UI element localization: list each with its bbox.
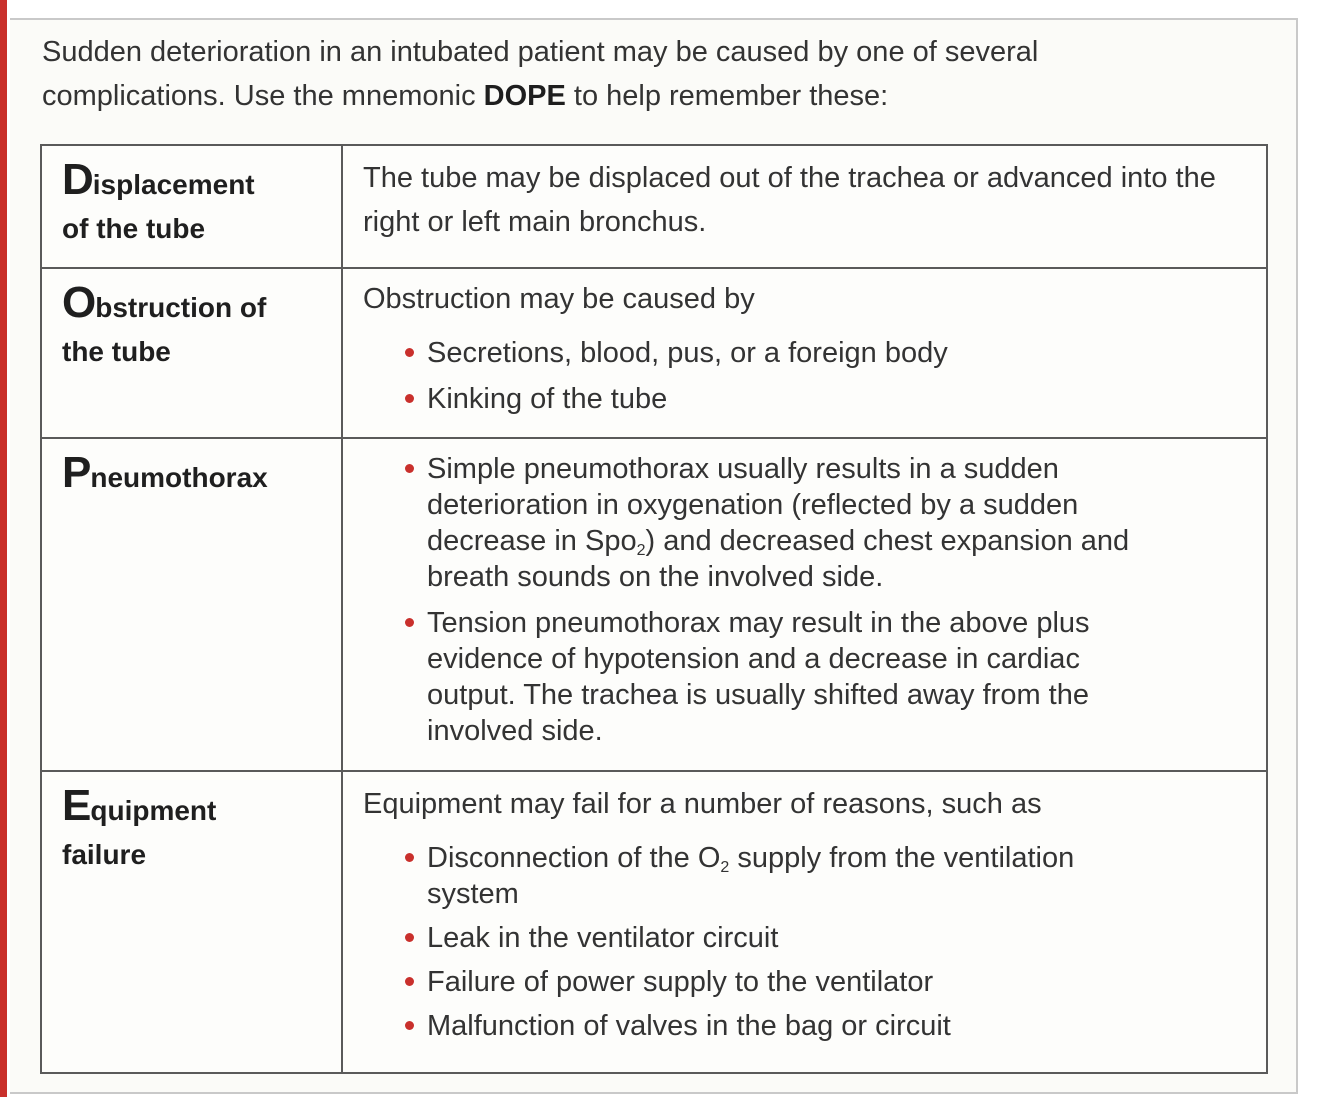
subscript: 2 (636, 542, 646, 559)
lead-text: Obstruction may be caused by (363, 283, 755, 315)
dope-table (40, 144, 1268, 1074)
list-item: Secretions, blood, pus, or a foreign body (405, 335, 1246, 371)
bullet-list (363, 335, 1246, 417)
description-text: The tube may be displaced out of the trachea or advanced into the right or left main bronchus. (363, 162, 1216, 238)
desc-cell-pneumothorax (342, 438, 1267, 771)
bullet-text-before: Simple pneumothorax usually results in a sudden deterioration in oxygenation (reflected by a sudden decrease in Spo (427, 453, 1079, 557)
intro-line1: Sudden deterioration in an intubated patient may be caused by one of several (42, 36, 1039, 68)
term-rest: isplacement (92, 169, 255, 200)
bullet-text-after: supply from the ventilation system (427, 842, 1075, 910)
desc-cell-equipment (342, 771, 1267, 1073)
mnemonic-word: DOPE (483, 80, 566, 112)
table-row-equipment (41, 771, 1267, 1073)
term-line2: failure (62, 839, 147, 870)
bullet-list (363, 451, 1246, 749)
term-cell-obstruction (41, 268, 342, 438)
table-row-pneumothorax (41, 438, 1267, 771)
lead-text: Equipment may fail for a number of reasons, such as (363, 788, 1042, 820)
table-row-displacement (41, 145, 1267, 268)
list-item (405, 840, 1166, 912)
table-row-obstruction (41, 268, 1267, 438)
term-cell-displacement (41, 145, 342, 268)
list-item: Malfunction of valves in the bag or circuit (405, 1008, 1166, 1044)
term-line2: of the tube (62, 213, 206, 244)
list-item: Leak in the ventilator circuit (405, 920, 1166, 956)
intro-line2-start: complications. Use the mnemonic (42, 80, 484, 112)
list-item: Kinking of the tube (405, 381, 1246, 417)
subscript: 2 (720, 859, 730, 876)
term-cell-pneumothorax (41, 438, 342, 771)
bullet-text-after: ) and decreased chest expansion and breath sounds on the involved side. (427, 525, 1130, 593)
bullet-list (363, 840, 1246, 1044)
intro-paragraph (42, 30, 1272, 118)
term-letter: P (62, 448, 91, 497)
term-rest: neumothorax (90, 462, 268, 493)
desc-cell-obstruction (342, 268, 1267, 438)
term-line2: the tube (62, 336, 171, 367)
list-item: Tension pneumothorax may result in the above plus evidence of hypotension and a decrease in cardiac output. The trachea is usually shifted away from the involved side. (405, 605, 1166, 749)
term-rest: quipment (90, 795, 217, 826)
bullet-text-before: Disconnection of the O (427, 842, 721, 874)
term-letter: E (62, 781, 91, 830)
left-accent-bar (0, 0, 7, 1097)
term-letter: D (62, 155, 93, 204)
term-rest: bstruction of (95, 292, 267, 323)
list-item: Failure of power supply to the ventilator (405, 964, 1166, 1000)
list-item (405, 451, 1166, 595)
term-cell-equipment (41, 771, 342, 1073)
intro-line2-end: to help remember these: (565, 80, 889, 112)
desc-cell-displacement (342, 145, 1267, 268)
term-letter: O (62, 278, 96, 327)
